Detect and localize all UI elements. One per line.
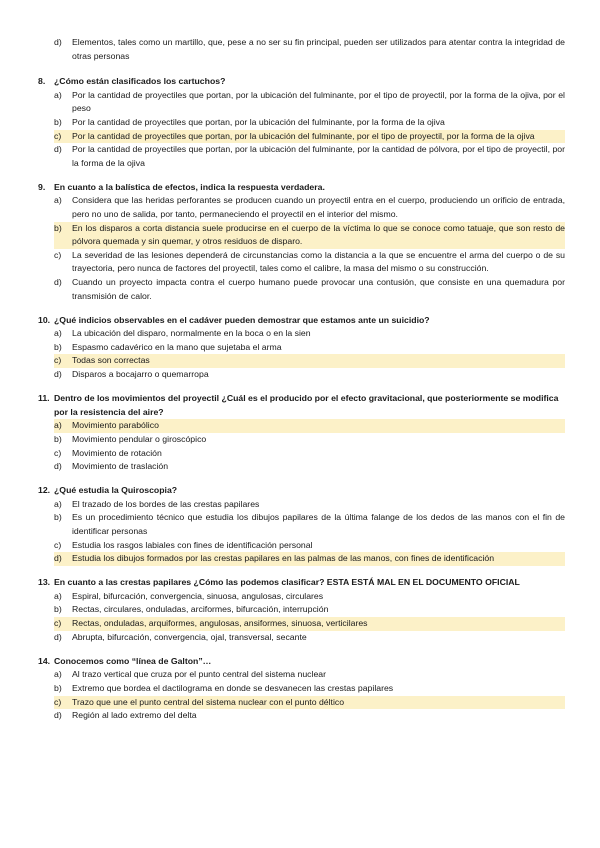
- question-block: [38, 75, 565, 170]
- option-letter: c): [54, 696, 72, 710]
- highlighted-answer-option: [54, 552, 565, 566]
- question-text: ¿Qué indicios observables en el cadáver pueden demostrar que estamos ante un suicidio?: [54, 314, 430, 325]
- option-text: Por la cantidad de proyectiles que portan, por la ubicación del fulminante, por el tipo de proyectil, por la forma de la ojiva: [72, 130, 565, 144]
- option-text: La ubicación del disparo, normalmente en la boca o en la sien: [72, 328, 311, 339]
- question-text: En cuanto a la balística de efectos, indica la respuesta verdadera.: [54, 181, 325, 192]
- option-text: Por la cantidad de proyectiles que portan, por la ubicación del fulminante, por el tipo de proyectil, por la forma de la ojiva, por el peso: [72, 89, 565, 114]
- option-text: Estudia los rasgos labiales con fines de identificación personal: [72, 539, 313, 550]
- answer-option: [54, 668, 565, 682]
- option-text: La severidad de las lesiones dependerá de circunstancias como la distancia a la que se encuentre el arma del cuerpo o de su trayectoria, pero nunca de factores del proyectil, tales como el calibre, la masa del mismo o su construcción.: [72, 249, 565, 274]
- option-letter: b): [54, 222, 72, 249]
- highlighted-answer-option: [54, 419, 565, 433]
- option-letter: b): [54, 341, 62, 352]
- answer-option: [54, 433, 565, 447]
- option-letter: d): [54, 277, 62, 287]
- question-title: [38, 655, 565, 669]
- option-letter: d): [54, 710, 62, 721]
- option-text: Movimiento pendular o giroscópico: [72, 433, 207, 444]
- quiz-content: [38, 36, 565, 733]
- question-title: [38, 392, 565, 419]
- option-letter: c): [54, 447, 62, 458]
- answer-option: [54, 709, 565, 723]
- question-list: [38, 75, 565, 723]
- answer-option: [54, 116, 565, 130]
- option-letter: c): [54, 617, 72, 631]
- option-text: Rectas, circulares, onduladas, arciformes, bifurcación, interrupción: [72, 604, 329, 615]
- answer-option: [54, 276, 565, 303]
- highlighted-answer-option: [54, 222, 565, 249]
- question-title: [38, 484, 565, 498]
- option-text: Movimiento de rotación: [72, 447, 162, 458]
- highlighted-answer-option: [54, 696, 565, 710]
- option-text: Por la cantidad de proyectiles que portan, por la ubicación del fulminante, por la forma de la ojiva: [72, 116, 445, 127]
- question-number: 12.: [38, 485, 51, 496]
- question-block: [38, 576, 565, 644]
- option-text: Cuando un proyecto impacta contra el cuerpo humano puede provocar una contusión, que consiste en una quemadura por transmisión de calor.: [72, 277, 565, 301]
- option-letter: b): [54, 682, 62, 693]
- option-letter: c): [54, 354, 72, 368]
- question-text: En cuanto a las crestas papilares ¿Cómo las podemos clasificar? ESTA ESTÁ MAL EN EL DOCUMENTO OFICIAL: [54, 577, 520, 588]
- question-block: [38, 181, 565, 303]
- question-block: [38, 314, 565, 382]
- highlighted-answer-option: [54, 617, 565, 631]
- option-letter: c): [54, 130, 72, 144]
- option-text: Al trazo vertical que cruza por el punto central del sistema nuclear: [72, 669, 326, 680]
- option-letter: b): [54, 604, 62, 615]
- option-letter: b): [54, 433, 62, 444]
- option-letter: a): [54, 590, 62, 601]
- option-letter: a): [54, 498, 62, 509]
- highlighted-answer-option: [54, 130, 565, 144]
- option-text: Disparos a bocajarro o quemarropa: [72, 369, 209, 380]
- answer-option: [54, 631, 565, 645]
- question-text: Conocemos como “línea de Galton”…: [54, 655, 212, 666]
- option-letter: b): [54, 512, 62, 523]
- answer-option: [54, 603, 565, 617]
- option-letter: d): [54, 552, 72, 566]
- option-text: Movimiento parabólico: [72, 419, 565, 433]
- option-text: Trazo que une el punto central del sistema nuclear con el punto déltico: [72, 696, 565, 710]
- question-title: [38, 576, 565, 590]
- question-title: [38, 75, 565, 89]
- option-letter: d): [54, 631, 62, 642]
- option-letter: d): [54, 461, 62, 472]
- question-number: 14.: [38, 655, 51, 666]
- option-text: Elementos, tales como un martillo, que, pese a no ser su fin principal, pueden ser utilizados para atentar contra la integridad de otras personas: [72, 37, 565, 61]
- answer-option: [54, 341, 565, 355]
- answer-option: [54, 447, 565, 461]
- question-title: [38, 314, 565, 328]
- option-letter: b): [54, 116, 62, 127]
- option-letter: a): [54, 89, 62, 100]
- answer-option: [54, 511, 565, 538]
- option-text: Es un procedimiento técnico que estudia los dibujos papilares de la última falange de los dedos de las manos con el fin de identificar personas: [72, 512, 565, 536]
- option-text: En los disparos a corta distancia suele producirse en el cuerpo de la víctima lo que se conoce como tatuaje, que son resto de pólvora quemada y sin quemar, y otros residuos de disparo.: [72, 222, 565, 249]
- answer-option: [54, 327, 565, 341]
- answer-option: [54, 249, 565, 276]
- option-letter: c): [54, 249, 62, 260]
- highlighted-answer-option: [54, 354, 565, 368]
- option-letter: c): [54, 539, 62, 550]
- option-letter: d): [54, 37, 62, 47]
- option-letter: a): [54, 419, 72, 433]
- option-letter: d): [54, 369, 62, 380]
- question-text: ¿Qué estudia la Quiroscopia?: [54, 485, 178, 496]
- question-number: 10.: [38, 314, 51, 325]
- answer-option: [54, 460, 565, 474]
- question-number: 13.: [38, 577, 51, 588]
- question-title: [38, 181, 565, 195]
- question-block: [38, 392, 565, 474]
- answer-option: [54, 143, 565, 170]
- option-text: Movimiento de traslación: [72, 461, 169, 472]
- option-d: [54, 36, 565, 63]
- option-letter: a): [54, 328, 62, 339]
- option-text: Por la cantidad de proyectiles que portan, por la ubicación del fulminante, por la cantidad de pólvora, por el tipo de proyectil, por la forma de la ojiva: [72, 144, 565, 168]
- option-text: Todas son correctas: [72, 354, 565, 368]
- option-letter: a): [54, 669, 62, 680]
- question-text: Dentro de los movimientos del proyectil ¿Cuál es el producido por el efecto gravitacional, que posteriormente se modifica por la resistencia del aire?: [54, 393, 559, 417]
- option-text: El trazado de los bordes de las crestas papilares: [72, 498, 260, 509]
- option-letter: d): [54, 144, 62, 155]
- question-block: [38, 655, 565, 723]
- answer-option: [54, 539, 565, 553]
- answer-option: [54, 590, 565, 604]
- option-letter: a): [54, 195, 62, 206]
- option-text: Extremo que bordea el dactilograma en donde se desvanecen las crestas papilares: [72, 682, 394, 693]
- intro-option-block: [38, 36, 565, 63]
- answer-option: [54, 194, 565, 221]
- question-number: 8.: [38, 76, 46, 87]
- question-number: 9.: [38, 181, 46, 192]
- answer-option: [54, 682, 565, 696]
- option-text: Espasmo cadavérico en la mano que sujetaba el arma: [72, 341, 282, 352]
- option-text: Espiral, bifurcación, convergencia, sinuosa, angulosas, circulares: [72, 590, 324, 601]
- question-number: 11.: [38, 393, 50, 404]
- answer-option: [54, 89, 565, 116]
- answer-option: [54, 368, 565, 382]
- option-text: Estudia los dibujos formados por las crestas papilares en las palmas de las manos, con fines de identificación: [72, 552, 565, 566]
- question-text: ¿Cómo están clasificados los cartuchos?: [54, 76, 226, 87]
- option-text: Rectas, onduladas, arquiformes, angulosas, ansiformes, sinuosa, verticilares: [72, 617, 565, 631]
- answer-option: [54, 498, 565, 512]
- question-block: [38, 484, 565, 566]
- option-text: Región al lado extremo del delta: [72, 710, 197, 721]
- option-text: Considera que las heridas perforantes se producen cuando un proyectil entra en el cuerpo, produciendo un orificio de entrada, pero no uno de salida, por tanto, permaneciendo el proyectil en el interior del mismo.: [72, 195, 565, 220]
- option-text: Abrupta, bifurcación, convergencia, ojal, transversal, secante: [72, 631, 307, 642]
